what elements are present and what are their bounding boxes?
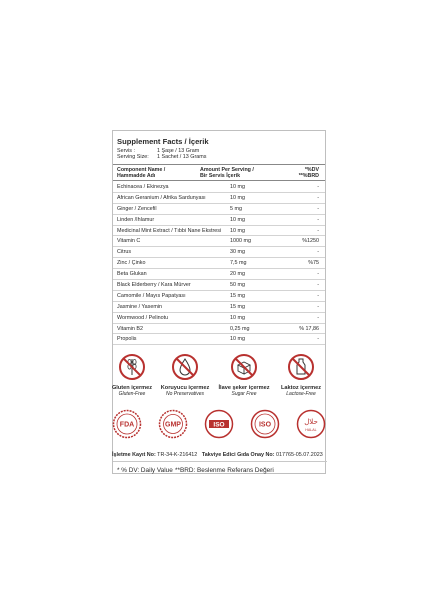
table-row — [113, 302, 325, 313]
ingredient-amount: 10 mg — [230, 227, 245, 234]
ingredient-dv: - — [317, 249, 319, 256]
ingredient-dv: - — [317, 216, 319, 223]
footer-approval-label: Takviye Edici Gıda Onay No: — [201, 452, 275, 458]
badge-gluten-free — [105, 353, 159, 397]
ingredient-dv: %75 — [308, 260, 319, 267]
badge-lactose-free — [274, 353, 328, 397]
ingredient-name: Camomile / Mayıs Papatyası — [117, 292, 186, 299]
serving-en — [117, 154, 206, 160]
cert-gmp-label: GMP — [165, 421, 181, 429]
ingredient-name: Medicinal Mint Extract / Tıbbi Nane Ekstresi — [117, 227, 222, 234]
badge-lactose-tr: Laktoz içermez — [280, 385, 322, 391]
ingredient-amount: 10 mg — [230, 194, 245, 201]
footer — [112, 452, 326, 458]
milk-bottle-icon — [287, 353, 315, 381]
ingredient-dv: - — [317, 205, 319, 212]
badge-no-preservatives — [158, 353, 212, 397]
ingredient-dv: % 17,86 — [299, 325, 319, 332]
note-brd: **BRD: Beslenme Referans Değeri — [175, 467, 274, 474]
ingredient-amount: 20 mg — [230, 271, 245, 278]
serving-en-value: 1 Sachet / 13 Grams — [157, 154, 207, 160]
table-row — [113, 269, 325, 280]
badge-sugar-tr: İlave şeker içermez — [218, 385, 270, 391]
ingredient-amount: 30 mg — [230, 249, 245, 256]
header-amount: Amount Per Serving / Bir Servis İçerik — [200, 167, 254, 180]
ingredient-amount: 5 mg — [230, 205, 242, 212]
ingredient-dv: - — [317, 314, 319, 321]
ingredient-name: Citrus — [117, 249, 132, 256]
header-dv: *%DV **%BRD — [298, 167, 319, 180]
ingredient-dv: - — [317, 292, 319, 299]
serving-tr-key: Servis : — [117, 148, 135, 154]
table-row — [113, 204, 325, 215]
footer-reg-label: İşletme Kayıt No: — [112, 452, 156, 458]
ingredient-dv: - — [317, 303, 319, 310]
gmp-seal-icon — [158, 409, 188, 439]
ingredient-dv: - — [317, 227, 319, 234]
ingredient-amount: 50 mg — [230, 282, 245, 289]
certifications — [112, 409, 326, 443]
ingredient-name: Black Elderberry / Kara Mürver — [117, 282, 191, 289]
cert-halal-sub: HALAL — [305, 428, 317, 432]
ingredient-name: Vitamin C — [117, 238, 141, 245]
ingredient-table — [113, 182, 325, 345]
footer-approval-value: 017765-05.07.2023 — [276, 452, 323, 458]
ingredient-dv: - — [317, 336, 319, 343]
table-row — [113, 215, 325, 226]
ingredient-amount: 7,5 mg — [230, 260, 247, 267]
ingredient-name: Vitamin B2 — [117, 325, 143, 332]
serving-tr-value: 1 Şaşe / 13 Gram — [157, 148, 200, 154]
ingredient-name: Jasmine / Yasemin — [117, 303, 163, 310]
badge-sugar-en: Sugar Free — [231, 391, 257, 398]
cert-iso-label-2: ISO — [258, 421, 272, 429]
table-row — [113, 193, 325, 204]
ingredient-amount: 0,25 mg — [230, 325, 250, 332]
badge-lactose-en: Lactose-Free — [286, 391, 316, 398]
ingredient-dv: %1250 — [302, 238, 319, 245]
ingredient-amount: 10 mg — [230, 216, 245, 223]
table-row — [113, 182, 325, 193]
cert-halal-label: حلال — [304, 418, 318, 426]
iso-seal-icon — [250, 409, 280, 439]
ingredient-name: Linden /Ihlamur — [117, 216, 155, 223]
ingredient-dv: - — [317, 271, 319, 278]
table-row — [113, 313, 325, 324]
table-row — [113, 280, 325, 291]
ingredient-dv: - — [317, 184, 319, 190]
table-row — [113, 291, 325, 302]
badge-gluten-tr: Gluten içermez — [111, 385, 153, 391]
badge-preservatives-tr: Koruyucu içermez — [160, 385, 210, 391]
footer-reg-value: TR-34-K-216412 — [157, 452, 198, 458]
table-row — [113, 236, 325, 247]
serving-en-key: Serving Size: — [117, 154, 149, 160]
table-row — [113, 226, 325, 237]
ingredient-name: Wormwood / Pelinotu — [117, 314, 169, 321]
ingredient-amount: 15 mg — [230, 303, 245, 310]
ingredient-name: Echinacea / Ekinezya — [117, 184, 169, 190]
ingredient-name: Zinc / Çinko — [117, 260, 146, 267]
ingredient-amount: 10 mg — [230, 314, 245, 321]
table-row — [113, 247, 325, 258]
ingredient-name: African Geranium / Afrika Sardunyası — [117, 194, 206, 201]
badge-gluten-en: Gluten-Free — [118, 391, 146, 398]
cert-fda-label: FDA — [119, 421, 135, 429]
note-dv: * % DV: Daily Value — [117, 467, 173, 474]
ingredient-name: Beta Glukan — [117, 271, 147, 278]
divider — [113, 461, 327, 462]
ingredient-name: Ginger / Zencefil — [117, 205, 157, 212]
table-row — [113, 324, 325, 335]
table-row — [113, 334, 325, 345]
panel-title: Supplement Facts / İçerik — [117, 137, 209, 146]
sugar-cube-icon — [230, 353, 258, 381]
badge-sugar-free — [217, 353, 271, 397]
ingredient-amount: 15 mg — [230, 292, 245, 299]
drop-icon — [171, 353, 199, 381]
badge-preservatives-en: No Preservatives — [165, 391, 205, 398]
table-row — [113, 258, 325, 269]
fda-seal-icon — [112, 409, 142, 439]
cert-iso-label-1: ISO — [213, 421, 225, 429]
wheat-icon — [118, 353, 146, 381]
iso-seal-icon — [204, 409, 234, 439]
ingredient-name: Propolis — [117, 336, 137, 343]
halal-seal-icon — [296, 409, 326, 439]
ingredient-amount: 1000 mg — [230, 238, 251, 245]
table-header — [113, 164, 325, 181]
ingredient-dv: - — [317, 282, 319, 289]
ingredient-amount: 10 mg — [230, 184, 245, 190]
free-from-badges — [112, 353, 326, 405]
ingredient-amount: 10 mg — [230, 336, 245, 343]
ingredient-dv: - — [317, 194, 319, 201]
header-component: Component Name / Hammadde Adı — [117, 167, 166, 180]
